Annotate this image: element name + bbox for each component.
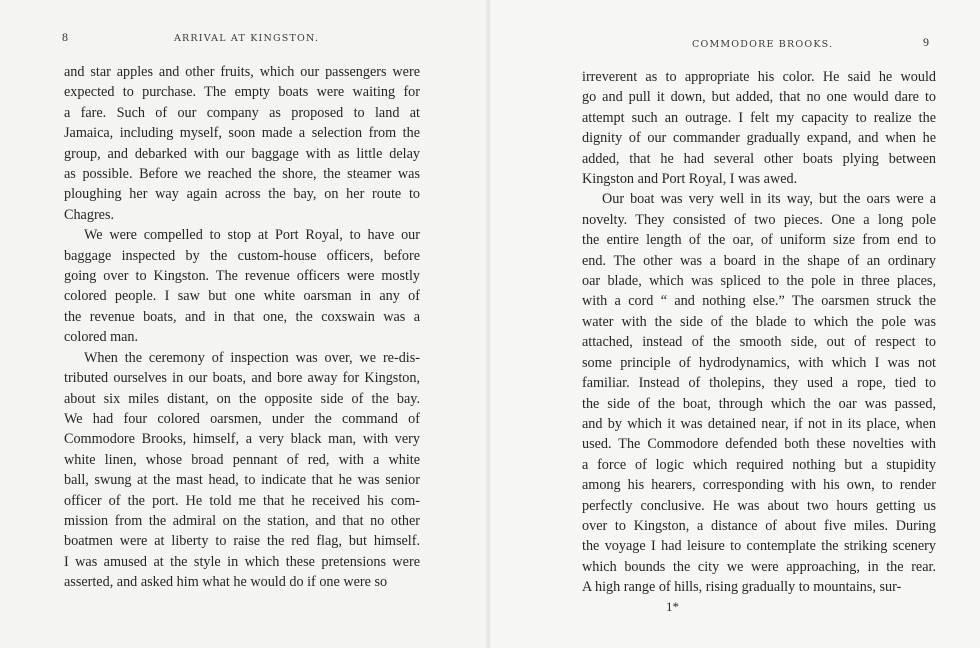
text-line: over to Kingston, a distance of about five miles. During <box>582 517 936 534</box>
text-line: added, that he had several other boats plying between <box>582 150 936 167</box>
text-line: Commodore Brooks, himself, a very black man, with very <box>64 431 420 448</box>
text-line: as possible. Before we reached the shore, the steamer was <box>64 166 420 183</box>
text-line: and star apples and other fruits, which our passengers were <box>64 64 420 80</box>
text-line: some principle of hydrodynamics, with which I was not <box>582 354 936 371</box>
text-line: used. The Commodore defended both these novelties with <box>582 436 936 453</box>
text-line: dignity of our commander gradually expand, and when he <box>582 130 936 147</box>
text-line: familiar. Instead of tholepins, they used a rope, tied to <box>582 375 936 392</box>
text-line: a fare. Such of our company as proposed to land at <box>64 104 420 121</box>
running-head: ARRIVAL AT KINGSTON. <box>174 33 320 44</box>
text-line: ball, swung at the mast head, to indicate that he was senior <box>64 472 420 489</box>
text-line: Kingston and Port Royal, I was awed. <box>582 171 798 188</box>
text-line: which bounds the city we were approaching, in the rear. <box>582 558 936 575</box>
text-line: Chagres. <box>64 206 115 223</box>
text-line: ploughing her way again across the bay, on her route to <box>64 186 420 203</box>
body-text <box>64 62 420 593</box>
text-line: end. The other was a board in the shape of an ordinary <box>582 252 936 269</box>
text-line: the side of the boat, through which the oar was passed, <box>582 395 936 412</box>
text-line: attached, instead of the smooth side, out of respect to <box>582 334 936 351</box>
text-line: We were compelled to stop at Port Royal, to have our <box>84 227 420 244</box>
text-line: officer of the port. He told me that he received his com- <box>64 492 420 509</box>
text-line: colored man. <box>64 329 139 346</box>
text-line: Our boat was very well in its way, but the oars were a <box>602 191 936 208</box>
text-line: I was amused at the style in which these pretensions were <box>64 553 420 570</box>
text-line: irreverent as to appropriate his color. He said he would <box>582 69 936 85</box>
text-line: oar blade, which was spliced to the pole in three places, <box>582 273 936 290</box>
text-line: novelty. They consisted of two pieces. One a long pole <box>582 211 936 228</box>
page-number: 9 <box>923 35 929 49</box>
right-page <box>490 0 980 648</box>
text-line: white linen, whose broad pennant of red, with a white <box>64 451 420 468</box>
text-line: boatmen were at liberty to raise the red flag, but himself. <box>64 533 420 550</box>
text-line: Jamaica, including myself, soon made a selection from the <box>64 125 420 142</box>
text-line: expected to purchase. The empty boats were waiting for <box>64 84 420 101</box>
signature-mark: 1* <box>666 599 679 614</box>
running-head: COMMODORE BROOKS. <box>692 39 834 50</box>
text-line: with a cord “ and nothing else.” The oarsmen struck the <box>582 293 936 310</box>
text-line: When the ceremony of inspection was over, we re-dis- <box>84 349 420 366</box>
text-line: among his hearers, corresponding with his own, to render <box>582 477 936 494</box>
body-text <box>582 67 936 598</box>
text-line: group, and debarked with our baggage with as little delay <box>64 145 420 162</box>
text-line: and by which it was detained near, if not in its place, when <box>582 415 936 432</box>
text-line: the revenue boats, and in that one, the coxswain was a <box>64 308 420 325</box>
text-line: We had four colored oarsmen, under the command of <box>64 410 420 427</box>
text-line: the entire length of the oar, of uniform size from end to <box>582 232 936 249</box>
text-line: about six miles distant, on the opposite side of the bay. <box>64 390 420 407</box>
page-number: 8 <box>62 30 68 44</box>
text-line: the voyage I had leisure to contemplate the striking scenery <box>582 538 936 555</box>
text-line: perfectly conclusive. He was about two hours getting us <box>582 497 936 514</box>
text-line: going over to Kingston. The revenue officers were mostly <box>64 268 420 285</box>
text-line: mission from the admiral on the station, and that no other <box>64 512 420 529</box>
text-line: go and pull it down, but added, that no one would dare to <box>582 89 936 106</box>
text-line: a force of logic which required nothing but a stupidity <box>582 456 936 473</box>
text-line: colored people. I saw but one white oarsman in any of <box>64 288 420 305</box>
text-line: asserted, and asked him what he would do if one were so <box>64 574 388 591</box>
text-line: tributed ourselves in our boats, and bore away for Kingston, <box>64 370 420 387</box>
text-line: baggage inspected by the custom-house officers, before <box>64 247 420 264</box>
text-line: A high range of hills, rising gradually to mountains, sur- <box>582 579 902 596</box>
text-line: attempt such an outrage. I felt my capacity to realize the <box>582 109 936 126</box>
text-line: water with the side of the blade to which the pole was <box>582 313 936 330</box>
